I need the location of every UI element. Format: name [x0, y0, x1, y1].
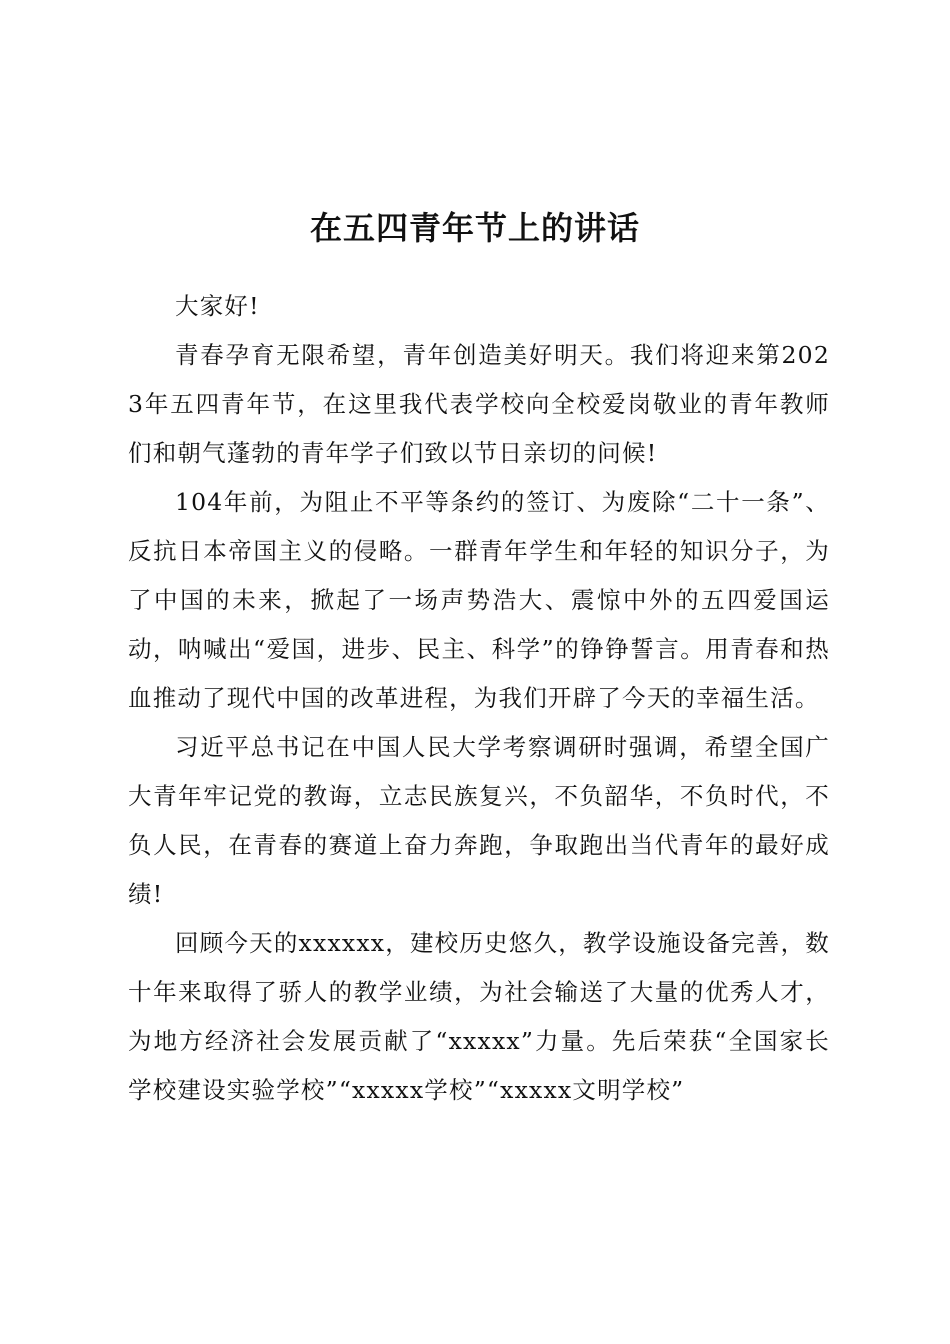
- document-title: 在五四青年节上的讲话: [309, 209, 640, 247]
- paragraph-1: 青春孕育无限希望，青年创造美好明天。我们将迎来第2023年五四青年节，在这里我代表学校向全校爱岗敬业的青年教师们和朝气蓬勃的青年学子们致以节日亲切的问候!: [128, 341, 830, 467]
- paragraph-4: 回顾今天的xxxxxx，建校历史悠久，教学设施设备完善，数十年来取得了骄人的教学业绩，为社会输送了大量的优秀人才，为地方经济社会发展贡献了“xxxxx”力量。先后荣获“全国家长学校建设实验学校”“xxxxx学校”“xxxxx文明学校”: [128, 929, 830, 1104]
- paragraph-greeting: 大家好!: [175, 292, 260, 320]
- document-body: [128, 282, 830, 1115]
- paragraph-3: 习近平总书记在中国人民大学考察调研时强调，希望全国广大青年牢记党的教诲，立志民族复兴，不负韶华，不负时代，不负人民，在青春的赛道上奋力奔跑，争取跑出当代青年的最好成绩!: [128, 733, 830, 908]
- paragraph-2: 104年前，为阻止不平等条约的签订、为废除“二十一条”、反抗日本帝国主义的侵略。一群青年学生和年轻的知识分子，为了中国的未来，掀起了一场声势浩大、震惊中外的五四爱国运动，呐喊出“爱国，进步、民主、科学”的铮铮誓言。用青春和热血推动了现代中国的改革进程，为我们开辟了今天的幸福生活。: [128, 488, 830, 712]
